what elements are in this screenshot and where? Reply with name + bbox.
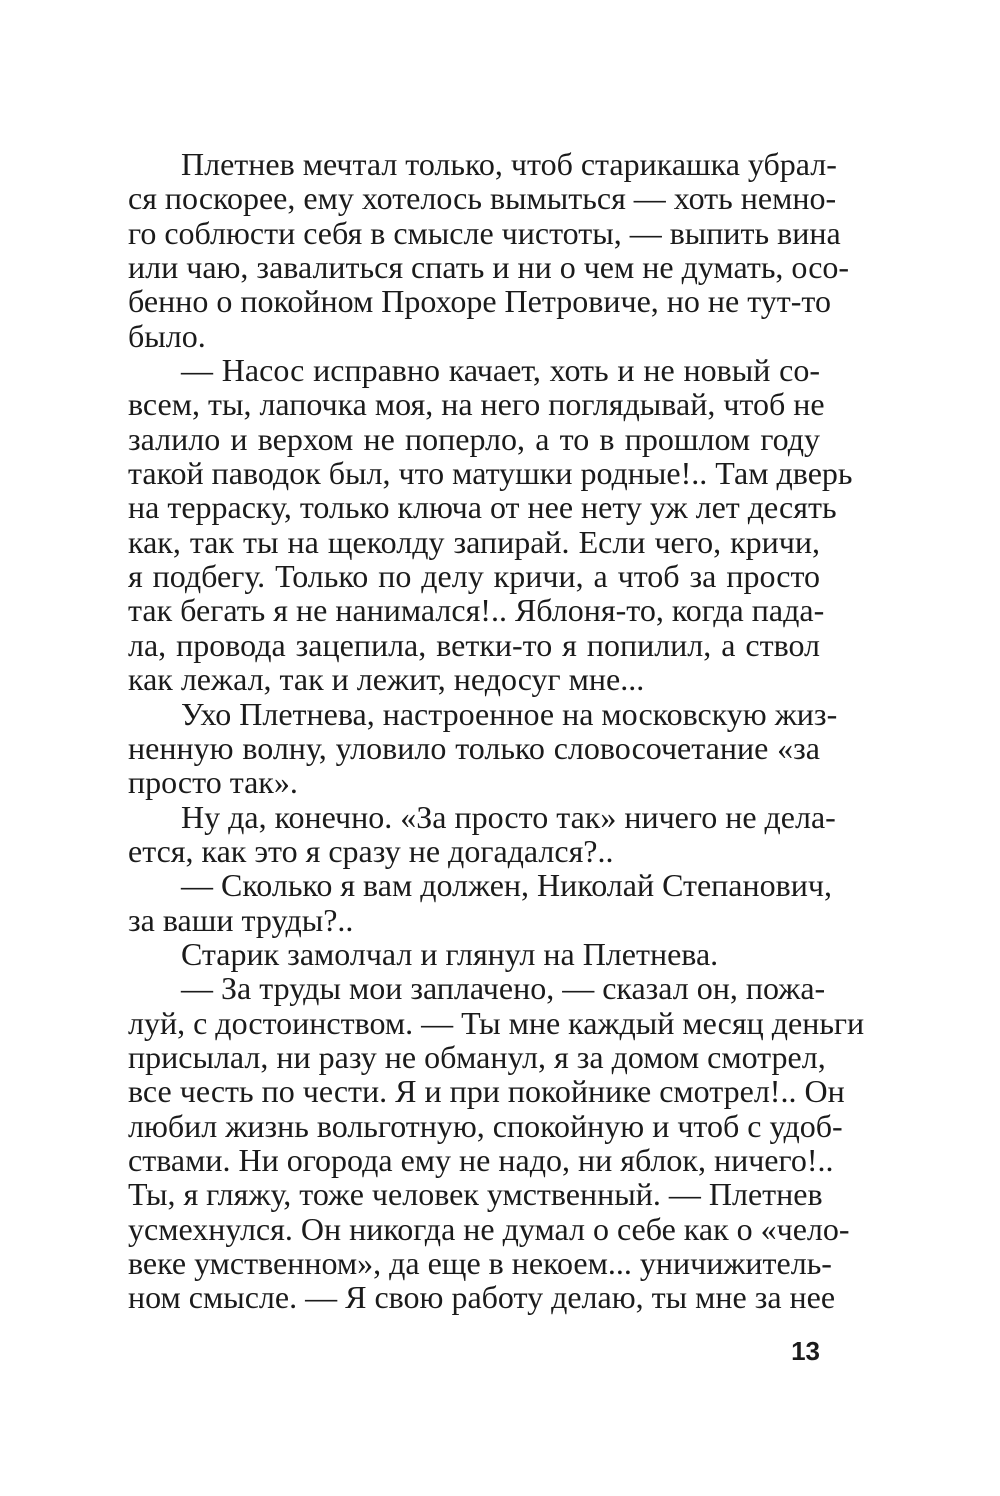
text-line: ла, провода зацепила, ветки-то я попилил, а ствол xyxy=(128,626,820,663)
text-line: го соблюсти себя в смысле чистоты, — выпить вина xyxy=(128,214,841,251)
text-line: всем, ты, лапочка моя, на него поглядывай, чтоб не xyxy=(128,386,825,423)
body-text xyxy=(128,146,865,1316)
text-line: Ты, я гляжу, тоже человек умственный. — Плетнев xyxy=(128,1176,823,1213)
text-line: Ухо Плетнева, настроенное на московскую жиз- xyxy=(181,695,838,732)
text-line: на терраску, только ключа от нее нету уж лет десять xyxy=(128,489,837,526)
text-line: как, так ты на щеколду запирай. Если чего, кричи, xyxy=(128,523,820,560)
text-line: — За труды мои заплачено, — сказал он, пожа- xyxy=(181,970,826,1007)
text-line: было. xyxy=(128,317,206,354)
text-line: все честь по чести. Я и при покойнике смотрел!.. Он xyxy=(128,1073,845,1110)
text-line: усмехнулся. Он никогда не думал о себе как о «чело- xyxy=(128,1210,850,1247)
text-line: луй, с достоинством. — Ты мне каждый месяц деньги xyxy=(128,1004,865,1041)
text-line: Ну да, конечно. «За просто так» ничего не дела- xyxy=(181,798,836,835)
text-line: ненную волну, уловило только словосочетание «за xyxy=(128,729,820,766)
text-line: такой паводок был, что матушки родные!.. Там дверь xyxy=(128,455,853,492)
text-line: я подбегу. Только по делу кричи, а чтоб за просто xyxy=(128,558,820,595)
text-line: просто так». xyxy=(128,764,298,801)
text-line: ся поскорее, ему хотелось вымыться — хоть немно- xyxy=(128,180,837,217)
text-line: Плетнев мечтал только, чтоб старикашка убрал- xyxy=(181,146,837,182)
text-line: за ваши труды?.. xyxy=(128,901,354,938)
text-line: залило и верхом не поперло, а то в прошлом году xyxy=(128,420,820,457)
text-line: бенно о покойном Прохоре Петровиче, но не тут-то xyxy=(128,283,831,320)
text-line: ном смысле. — Я свою работу делаю, ты мне за нее xyxy=(128,1279,836,1316)
text-line: — Насос исправно качает, хоть и не новый со- xyxy=(181,352,820,389)
text-line: — Сколько я вам должен, Николай Степанович, xyxy=(181,867,832,904)
text-line: Старик замолчал и глянул на Плетнева. xyxy=(181,935,719,972)
text-line: ется, как это я сразу не догадался?.. xyxy=(128,832,614,869)
text-line: так бегать я не нанимался!.. Яблоня-то, когда пада- xyxy=(128,592,825,629)
text-line: ствами. Ни огорода ему не надо, ни яблок, ничего!.. xyxy=(128,1141,834,1178)
page-number: 13 xyxy=(791,1336,820,1366)
text-line: любил жизнь вольготную, спокойную и чтоб с удоб- xyxy=(128,1107,843,1144)
text-line: как лежал, так и лежит, недосуг мне... xyxy=(128,661,645,698)
text-line: или чаю, завалиться спать и ни о чем не думать, осо- xyxy=(128,249,850,286)
text-line: присылал, ни разу не обманул, я за домом смотрел, xyxy=(128,1038,826,1075)
text-line: веке умственном», да еще в некоем... уничижитель- xyxy=(128,1245,832,1281)
